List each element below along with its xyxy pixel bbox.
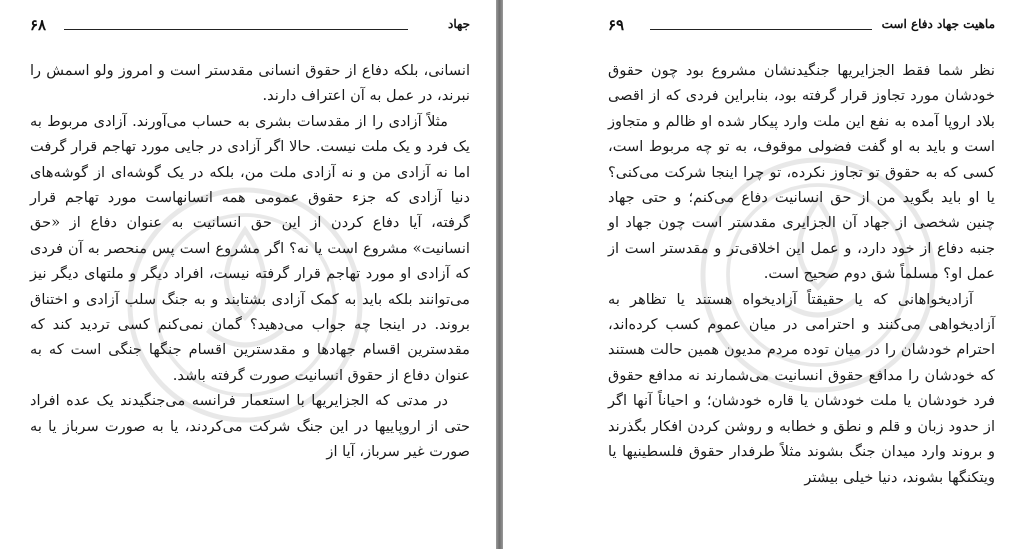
right-page: [503, 0, 1024, 549]
running-title: ماهیت جهاد دفاع است: [881, 17, 995, 31]
paragraph: نظر شما فقط الجزایریها جنگیدنشان مشروع بود چون حقوق خودشان مورد تجاوز قرار گرفته بود، بنابراین فردی که از اقصی بلاد اروپا آمده به نفع این ملت وارد پیکار شده او ظالم و متجاوز است و باید به او گفت فضولی موقوف، به تو چه مربوط است، کسی که به حقوق تو تجاوز نکرده، تو چرا اینجا شرکت می‌کنی؟ یا او باید بگوید من از حق انسانیت دفاع می‌کنم؛ و حتی جهاد چنین شخصی از جهاد آن الجزایری مقدستر است چون جهاد او جنبه دفاع از خود دارد، و عمل این اخلاقی‌تر و مقدستر است از عمل او؟ مسلماً شق دوم صحیح است.: [608, 62, 995, 283]
page-number: ۶۹: [608, 16, 625, 34]
header-rule: [650, 29, 872, 30]
paragraph: آزادیخواهانی که یا حقیقتاً آزادیخواه هستند یا تظاهر به آزادیخواهی می‌کنند و احترامی در میان عموم کسب کرده‌اند، احترام خودشان را در میان توده مردم مدیون همین حالت هستند که خودشان را مدافع حقوق انسانیت می‌شمارند نه مدافع حقوق فرد خودشان یا ملت خودشان یا قاره خودشان؛ و احیاناً آنها اگر از حدود زبان و قلم و نطق و خطابه و روشن کردن افکار بگذرند و بروند وارد میدان جنگ بشوند مثلاً طرفدار حقوق فلسطینیها یا ویتکنگها بشوند، دنیا خیلی بیشتر: [608, 290, 995, 486]
paragraph: مثلاً آزادی را از مقدسات بشری به حساب می‌آورند. آزادی مربوط به یک فرد و یک ملت نیست. حالا اگر آزادی در جایی مورد تهاجم قرار گرفت اما نه آزادی من و نه آزادی ملت من، بلکه در یک گوشه‌ای از گوشه‌های دنیا آزادی که جزء حقوق عمومی همه انسانهاست مورد تهاجم قرار گرفته، آیا دفاع کردن از این حق انسانیت به عنوان دفاع از «حق انسانیت» مشروع است یا نه؟ اگر مشروع است پس منحصر به آن فردی که آزادی او مورد تهاجم قرار گرفته نیست، افراد دیگر و ملتهای دیگر نیز می‌توانند بلکه باید به کمک آزادی بشتابند و به جنگ سلب آزادی و اختناق بروند. در اینجا چه جواب می‌دهید؟ گمان نمی‌کنم کسی تردید کند که مقدسترین اقسام جهادها و مقدسترین اقسام جنگها جنگی است که به عنوان دفاع از حقوق انسانیت صورت گرفته باشد.: [30, 112, 470, 384]
running-title: جهاد: [448, 17, 470, 31]
page-number: ۶۸: [30, 16, 47, 34]
right-page-body: [608, 58, 995, 490]
header-rule: [64, 29, 408, 30]
left-page: [0, 0, 496, 549]
paragraph: در مدتی که الجزایریها با استعمار فرانسه می‌جنگیدند یک عده افراد حتی از اروپاییها در این جنگ شرکت می‌کردند، یا به صورت سرباز یا به صورت غیر سرباز، آیا از: [30, 392, 470, 461]
book-gutter: [496, 0, 503, 549]
left-page-body: [30, 58, 470, 465]
left-page-header: [30, 16, 470, 38]
paragraph: انسانی، بلکه دفاع از حقوق انسانی مقدستر است و امروز ولو اسمش را نبرند، در عمل به آن اعتراف دارند.: [30, 62, 470, 105]
right-page-header: [608, 16, 995, 38]
